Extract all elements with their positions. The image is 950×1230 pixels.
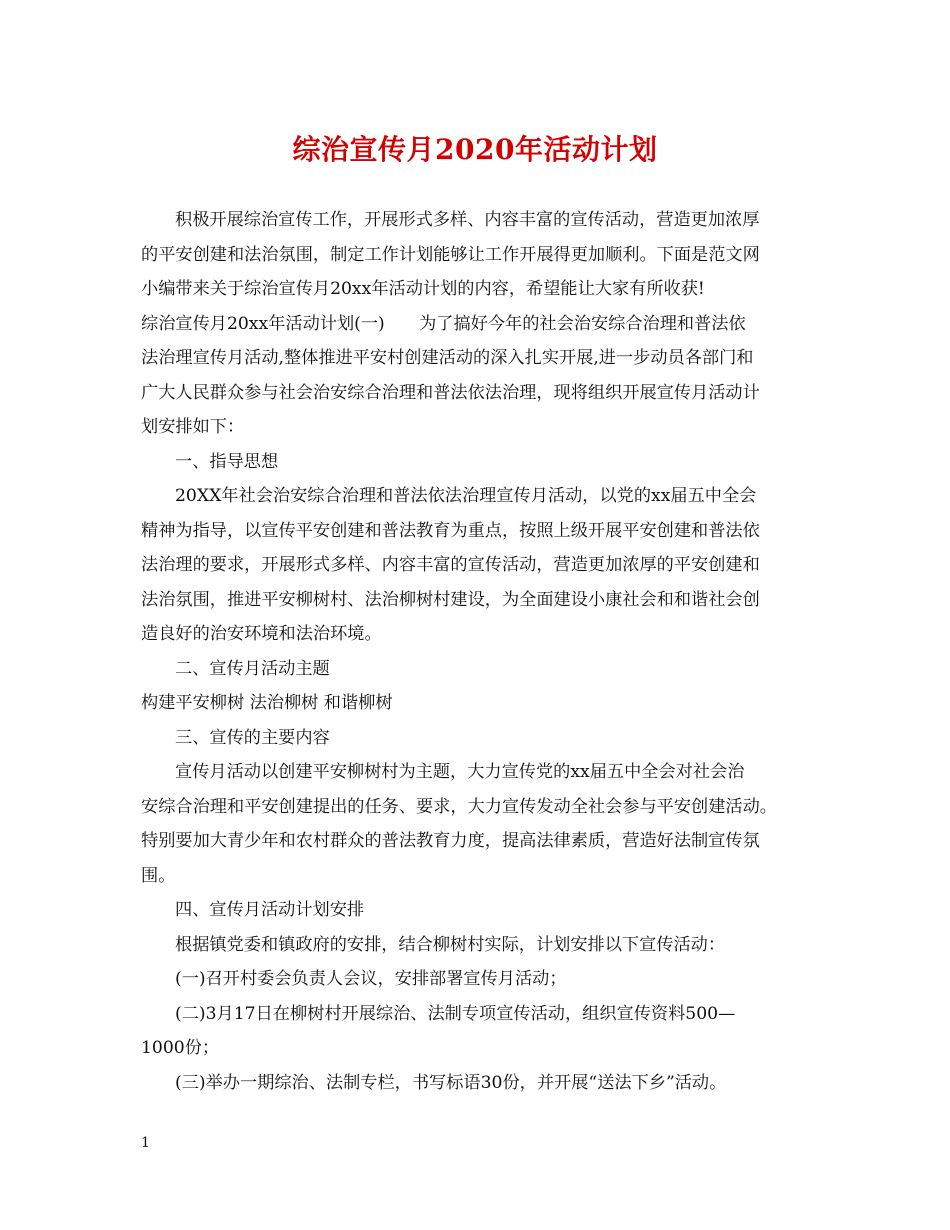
paragraph-line: 小编带来关于综治宣传月20xx年活动计划的内容，希望能让大家有所收获!: [141, 279, 705, 299]
list-item: (一)召开村委会负责人会议，安排部署宣传月活动；: [175, 969, 567, 989]
paragraph-line: 造良好的治安环境和法治环境。: [141, 624, 382, 644]
paragraph-line: 划安排如下：: [141, 417, 245, 437]
page-number: 1: [141, 1135, 150, 1151]
paragraph-line: 精神为指导，以宣传平安创建和普法教育为重点，按照上级开展平安创建和普法依: [141, 520, 760, 541]
paragraph-line: 宣传月活动以创建平安柳树村为主题，大力宣传党的xx届五中全会对社会治: [175, 762, 745, 782]
paragraph-line: 法治理宣传月活动,整体推进平安村创建活动的深入扎实开展,进一步动员各部门和: [141, 348, 754, 368]
paragraph-line: 根据镇党委和镇政府的安排，结合柳树村实际，计划安排以下宣传活动：: [175, 934, 726, 955]
document-title: 综治宣传月2020年活动计划: [292, 133, 658, 166]
paragraph-line: 特别要加大青少年和农村群众的普法教育力度，提高法律素质，营造好法制宣传氛: [141, 831, 760, 851]
list-item: (二)3月17日在柳树村开展综治、法制专项宣传活动，组织宣传资料500—: [175, 1003, 736, 1024]
paragraph-line: 的平安创建和法治氛围，制定工作计划能够让工作开展得更加顺利。下面是范文网: [141, 244, 760, 265]
paragraph-line: 广大人民群众参与社会治安综合治理和普法依法治理，现将组织开展宣传月活动计: [141, 382, 760, 403]
section-heading: 一、指导思想: [175, 451, 279, 472]
paragraph-line: 法治氛围，推进平安柳树村、法治柳树村建设，为全面建设小康社会和和谐社会创: [141, 589, 760, 610]
paragraph-line: 安综合治理和平安创建提出的任务、要求，大力宣传发动全社会参与平安创建活动。: [141, 796, 777, 817]
section-heading: 三、宣传的主要内容: [175, 727, 330, 748]
paragraph-line: 积极开展综治宣传工作，开展形式多样、内容丰富的宣传活动，营造更加浓厚: [175, 210, 760, 230]
section-heading: 四、宣传月活动计划安排: [175, 900, 365, 920]
list-item: (三)举办一期综治、法制专栏，书写标语30份，并开展“送法下乡”活动。: [175, 1072, 727, 1093]
paragraph-line: 20XX年社会治安综合治理和普法依法治理宣传月活动，以党的xx届五中全会: [175, 486, 757, 506]
paragraph-line: 综治宣传月20xx年活动计划(一) 为了搞好今年的社会治安综合治理和普法依: [141, 313, 746, 334]
section-heading: 二、宣传月活动主题: [175, 658, 330, 679]
paragraph-line: 围。: [141, 865, 176, 886]
paragraph-line: 法治理的要求，开展形式多样、内容丰富的宣传活动，营造更加浓厚的平安创建和: [141, 555, 760, 575]
document-body: [141, 203, 821, 1100]
list-item-continuation: 1000份；: [141, 1038, 220, 1058]
paragraph-line: 构建平安柳树 法治柳树 和谐柳树: [141, 693, 393, 713]
